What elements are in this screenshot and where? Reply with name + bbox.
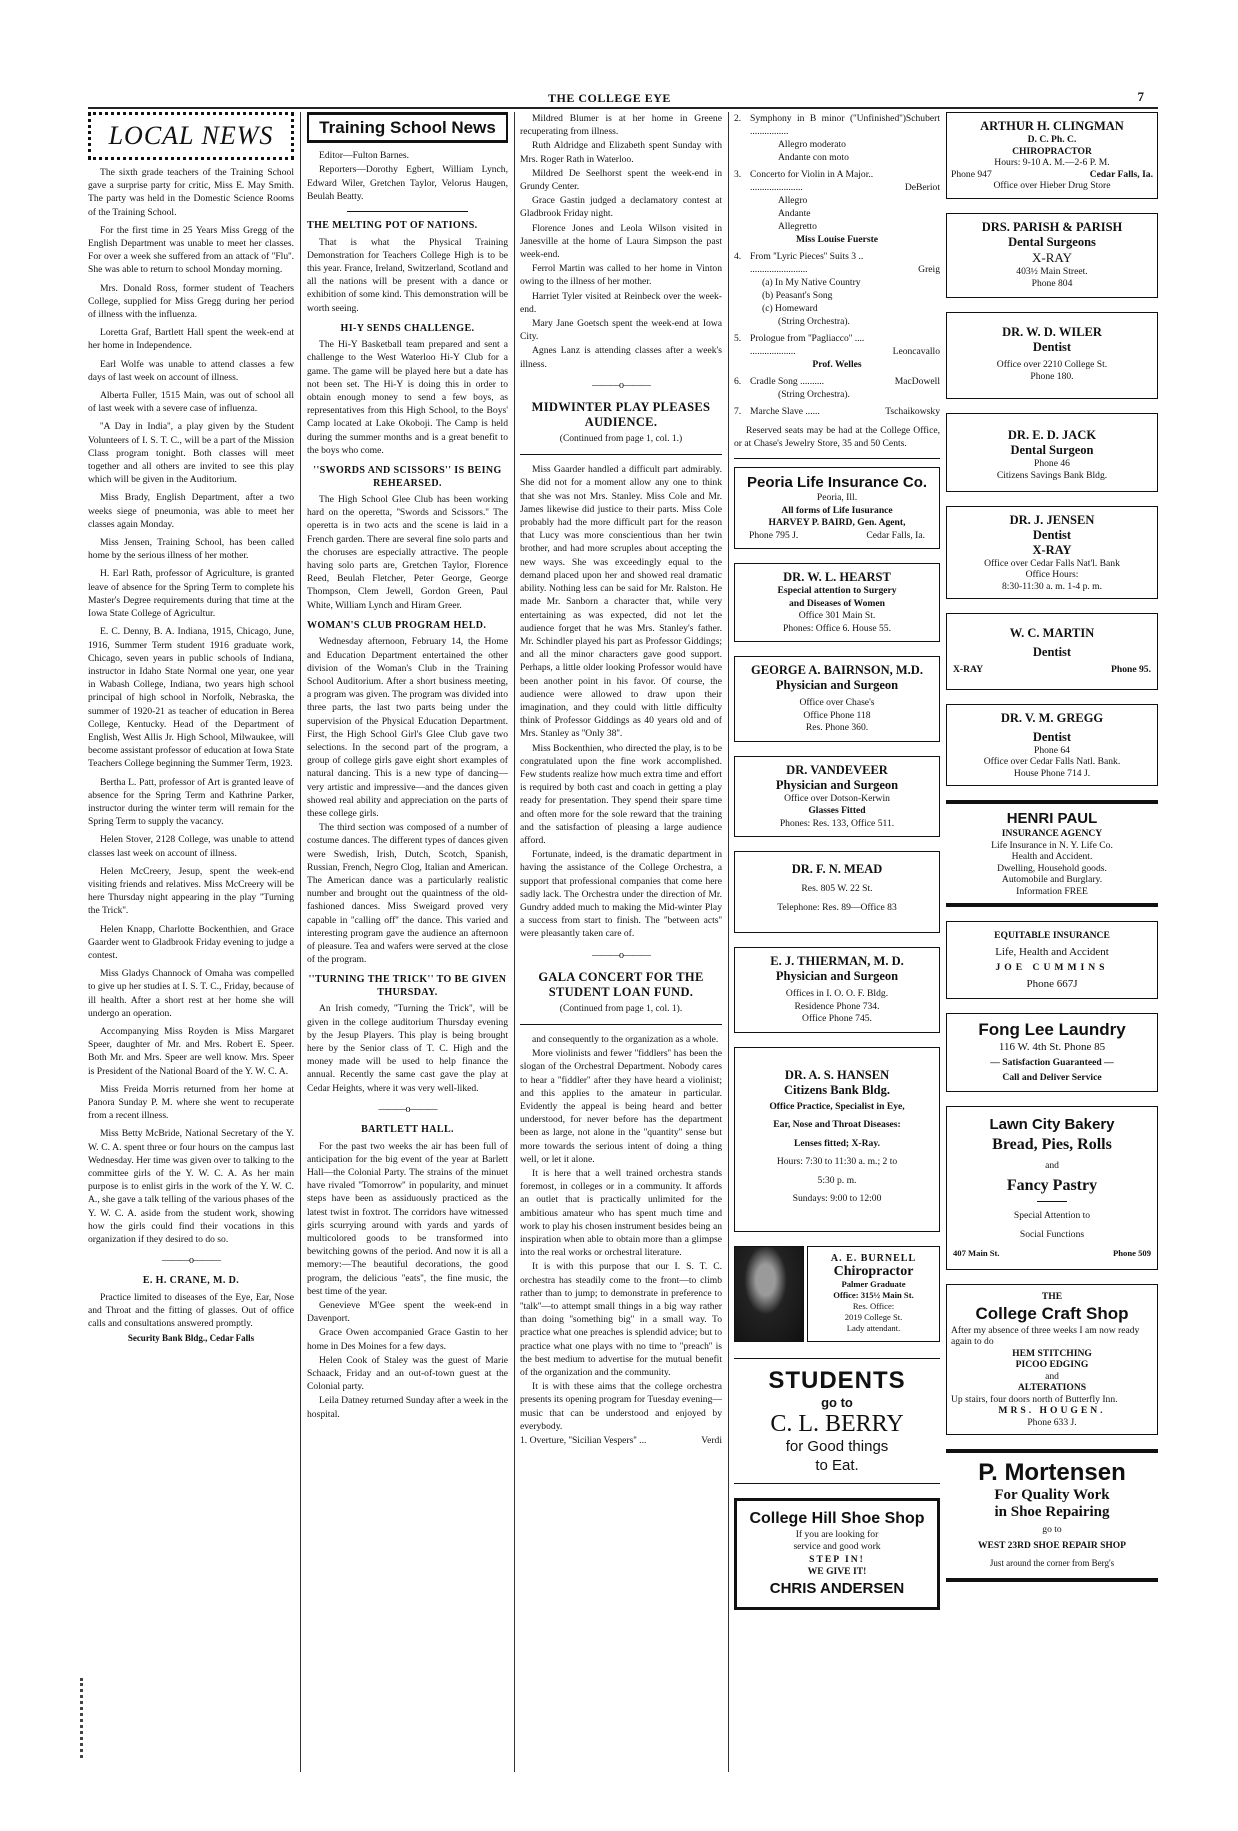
ad-dr-hearst: DR. W. L. HEARST Especial attention to Surgery and Diseases of Women Office 301 Main St. Phones: Office 6. House 55. bbox=[734, 563, 940, 642]
program-item: 3. Concerto for Violin in A Major.. ...................... DeBeriot Allegro Andante Allegretto Miss Louise Fuerste bbox=[734, 169, 940, 245]
program-movement: Allegretto bbox=[778, 221, 817, 232]
news-item: Helen Stover, 2128 College, was unable to attend classes last week on account of illness. bbox=[88, 834, 294, 859]
reporters-line: Reporters—Dorothy Egbert, William Lynch, Edward Wiler, Gretchen Taylor, Velorus Haugen, Beulah Beatty. bbox=[307, 164, 508, 202]
ad-burnell: A. E. BURNELL Chiropractor Palmer Graduate Office: 315½ Main St. Res. Office: 2019 College St. Lady attendant. bbox=[734, 1246, 940, 1342]
ad-dr-vandeveer: DR. VANDEVEER Physician and Surgeon Office over Dotson-Kerwin Glasses Fitted Phones: Res. 133, Office 511. bbox=[734, 756, 940, 838]
personal-item: Harriet Tyler visited at Reinbeck over the week-end. bbox=[520, 290, 722, 315]
news-item: Miss Betty McBride, National Secretary of the Y. W. C. A. spent three or four hours on the campus last Wednesday. Her time was given over to talking to the committee girls of the Y. W. C. A. As her main purpose is to enlist girls in the work of the Y. W. C. A., she gave a talk telling of the various phases of the Y. W. C. A. aside from the student work, showing how the girls could find their vocations in this organization if they desired to do so. bbox=[88, 1128, 294, 1246]
divider bbox=[347, 211, 468, 212]
program-item: 2. Symphony in B minor (''Unfinished'') ................ Schubert Allegro moderato Andante con moto bbox=[734, 113, 940, 163]
gala-continued: (Continued from page 1, col. 1). bbox=[559, 1003, 683, 1014]
ad-henri-paul: HENRI PAUL INSURANCE AGENCY Life Insurance in N. Y. Life Co. Health and Accident. Dwelling, Household goods. Automobile and Burglary. Information FREE bbox=[946, 800, 1158, 907]
personal-item: Mildred Blumer is at her home in Greene recuperating from illness. bbox=[520, 113, 722, 138]
news-item: ''A Day in India'', a play given by the Student Volunteers of I. S. T. C., will be a part of the Mission Class program tonight. Both classes will meet together and all others are invited to see this play which will be given in the Auditorium. bbox=[88, 421, 294, 486]
personal-item: Agnes Lanz is attending classes after a week's illness. bbox=[520, 345, 722, 370]
ad-lawn-city-bakery: Lawn City Bakery Bread, Pies, Rolls and Fancy Pastry Special Attention to Social Functions 407 Main St. Phone 509 bbox=[946, 1106, 1158, 1270]
concert-program bbox=[734, 112, 940, 418]
ad-p-mortensen: P. Mortensen For Quality Work in Shoe Repairing go to WEST 23RD SHOE REPAIR SHOP Just around the corner from Berg's bbox=[946, 1449, 1158, 1582]
ornament-divider: ———o——— bbox=[592, 949, 650, 961]
article-headline: WOMAN'S CLUB PROGRAM HELD. bbox=[307, 619, 487, 631]
column-local-news bbox=[88, 112, 294, 1345]
portrait-photo bbox=[734, 1246, 804, 1342]
training-school-banner: Training School News bbox=[307, 112, 508, 143]
gala-headline: GALA CONCERT FOR THE STUDENT LOAN FUND. bbox=[538, 969, 704, 999]
column-training-school bbox=[300, 112, 508, 1772]
program-part: (b) Peasant's Song bbox=[762, 290, 833, 301]
ad-dr-mead: DR. F. N. MEAD Res. 805 W. 22 St. Telephone: Res. 89—Office 83 bbox=[734, 851, 940, 933]
personals-list bbox=[520, 112, 722, 371]
personal-item: Ruth Aldridge and Elizabeth spent Sunday with Mrs. Roger Rath in Waterloo. bbox=[520, 140, 722, 165]
news-item: Helen Knapp, Charlotte Bockenthien, and Grace Gaarder went to Gladbrook Friday evening to judge a contest. bbox=[88, 923, 294, 961]
ornament-divider: ———o——— bbox=[162, 1255, 220, 1267]
ad-cl-berry: STUDENTS go to C. L. BERRY for Good things to Eat. bbox=[734, 1358, 940, 1484]
news-item: Accompanying Miss Royden is Miss Margaret Speer, daughter of Mr. and Mrs. Robert E. Speer. Both Mr. and Mrs. Speer are well know. Mrs. Speer is President of the National Board of the Y. W. C. A. bbox=[88, 1025, 294, 1077]
divider bbox=[520, 1024, 722, 1025]
ad-college-craft-shop: THE College Craft Shop After my absence of three weeks I am now ready again to do HEM STITCHING PICOO EDGING and ALTERATIONS Up stairs, four doors north of Butterfly Inn. MRS. HOUGEN. Phone 633 J. bbox=[946, 1284, 1158, 1435]
news-item: Alberta Fuller, 1515 Main, was out of school all of last week with a severe case of influenza. bbox=[88, 390, 294, 415]
news-item: The sixth grade teachers of the Training School gave a surprise party for critic, Miss E. May Smith. The party was held in the Domestic Science Rooms of the Training School. bbox=[88, 167, 294, 218]
personal-item: Mary Jane Goetsch spent the week-end at Iowa City. bbox=[520, 318, 722, 343]
ad-fong-lee-laundry: Fong Lee Laundry 116 W. 4th St. Phone 85 — Satisfaction Guaranteed — Call and Deliver Service bbox=[946, 1013, 1158, 1092]
personal-item: Ferrol Martin was called to her home in Vinton owing to the illness of her mother. bbox=[520, 263, 722, 288]
crane-ad-address: Security Bank Bldg., Cedar Falls bbox=[127, 1332, 255, 1343]
article-headline: ''TURNING THE TRICK'' TO BE GIVEN THURSDAY. bbox=[308, 974, 507, 998]
program-movement: Andante bbox=[778, 208, 811, 219]
article-paragraph: That is what the Physical Training Demonstration for Teachers College High is to be this year. France, Ireland, Switzerland, Scotland and all the nations will be present with a dance or exhibition of some kind. This demonstration will be worth seeing. bbox=[307, 236, 508, 314]
ad-equitable-insurance: EQUITABLE INSURANCE Life, Health and Accident JOE CUMMINS Phone 667J bbox=[946, 921, 1158, 999]
program-item: 5. Prologue from ''Pagliacco'' .... ................... Leoncavallo Prof. Welles bbox=[734, 333, 940, 370]
program-note: (String Orchestra). bbox=[778, 316, 850, 327]
article-paragraph: An Irish comedy, ''Turning the Trick'', will be given in the college auditorium Thursday evening by the Jesup Players. This play is being brought here by the Senior class of T. C. High and the money made will be used to help finance the annual. Recently the same cast gave the play at Cedar Heights, where it was very well-liked. bbox=[307, 1003, 508, 1094]
ad-dr-gregg: DR. V. M. GREGG Dentist Phone 64 Office over Cedar Falls Natl. Bank. House Phone 714 J. bbox=[946, 704, 1158, 787]
article-paragraph: Fortunate, indeed, is the dramatic department in having the assistance of the College Orchestra, a support that professional companies that come here sadly lack. The Orchestra under the direction of Mr. Gundry added much to making the Mid-winter Play a success from start to finish. The ''between acts'' were pleasantly taken care of. bbox=[520, 849, 722, 940]
article-paragraph: Grace Owen accompanied Grace Gastin to her home in Des Moines for a few days. bbox=[307, 1327, 508, 1352]
divider bbox=[734, 458, 940, 459]
crane-ad-text: Practice limited to diseases of the Eye, Ear, Nose and Throat and the fitting of glasses. Out of office calls and consultations answered promptly. bbox=[88, 1291, 294, 1330]
personal-item: Grace Gastin judged a declamatory contest at Gladbrook Friday night. bbox=[520, 195, 722, 220]
ad-dr-bairnson: GEORGE A. BAIRNSON, M.D. Physician and Surgeon Office over Chase's Office Phone 118 Res. Phone 360. bbox=[734, 656, 940, 742]
ad-dr-thierman: E. J. THIERMAN, M. D. Physician and Surgeon Offices in I. O. O. F. Bldg. Residence Phone 734. Office Phone 745. bbox=[734, 947, 940, 1033]
news-item: Miss Brady, English Department, after a two weeks siege of pneumonia, was able to meet her classes again Monday. bbox=[88, 492, 294, 530]
ad-dr-wiler: DR. W. D. WILER Dentist Office over 2210 College St. Phone 180. bbox=[946, 312, 1158, 399]
program-movement: Allegro moderato bbox=[778, 139, 846, 150]
article-headline: HI-Y SENDS CHALLENGE. bbox=[340, 322, 475, 334]
crane-ad-side-border bbox=[80, 1678, 86, 1758]
article-paragraph: For the past two weeks the air has been full of anticipation for the big event of the year at Barlett Hall—the Colonial Party. The strains of the minuet have rivaled ''Tomorrow'' in popularity, and minuet steps have been as assiduously practiced as the latest twist in foxtrot. The corridors have witnessed girls scurrying around with yards and yards of multicolored goods to be transformed into bewitching gowns of the period. And now it is all a memory:—The beautiful decorations, the good program, the delicious ''eats'', the fine music, the best time of the year. bbox=[307, 1140, 508, 1297]
ad-college-hill-shoe-shop: College Hill Shoe Shop If you are looking for service and good work STEP IN! WE GIVE IT! CHRIS ANDERSEN bbox=[734, 1498, 940, 1610]
program-note: (String Orchestra). bbox=[778, 389, 850, 400]
news-item: For the first time in 25 Years Miss Gregg of the English Department was unable to meet her classes. For over a week she suffered from an attack of ''Flu''. She was able to return to school Monday morning. bbox=[88, 224, 294, 276]
news-item: Helen McCreery, Jesup, spent the week-end visiting friends and relatives. Miss McCreery will be here Thursday night appearing in the play ''Turning the Trick''. bbox=[88, 865, 294, 917]
news-item: Mrs. Donald Ross, former student of Teachers College, supplied for Miss Gregg during her period of illness with the influenza. bbox=[88, 282, 294, 321]
news-item: Miss Jensen, Training School, has been called home by the serious illness of her mother. bbox=[88, 537, 294, 562]
local-news-items bbox=[88, 166, 294, 1246]
article-paragraph: It is here that a well trained orchestra stands foremost, in colleges or in a community. It affords an outlet that is practically unlimited for the ambitious amateur who has spent much time and work to play his chosen instrument besides being an inspiration when able to obtain more than a glimpse into the real works or orchestral literature. bbox=[520, 1168, 722, 1259]
program-item: 6. Cradle Song .......... MacDowell (String Orchestra). bbox=[734, 376, 940, 400]
news-item: Miss Gladys Channock of Omaha was compelled to give up her studies at I. S. T. C., Friday, because of ill health. After a short rest at her home she will undergo an operation. bbox=[88, 968, 294, 1019]
column-program-ads bbox=[728, 112, 940, 1772]
article-paragraph: The High School Glee Club has been working hard on the operetta, ''Swords and Scissors.'' The operetta is in two acts and the scene is laid in a French garden. There are several fine solo parts and the choruses are especially attractive. The people having solo parts are, Gretchen Taylor, Florence Reed, Beulah Fletcher, Peter George, George Thompson, Clem Jewell, Gordon Green, Paul White, William Lynch and Hiram Greer. bbox=[307, 494, 508, 611]
article-headline: THE MELTING POT OF NATIONS. bbox=[307, 220, 478, 232]
page-number: 7 bbox=[1137, 89, 1144, 104]
program-item: 4. From ''Lyric Pieces'' Suits 3 .. ........................ Greig (a) In My Native Country (b) Peasant's Song (c) Homeward (String Orchestra). bbox=[734, 251, 940, 327]
news-item: Miss Freida Morris returned from her home at Panora Sunday P. M. where she went to recuperate from a recent illness. bbox=[88, 1083, 294, 1122]
ornament-divider: ———o——— bbox=[378, 1103, 437, 1115]
ad-dr-hansen: DR. A. S. HANSEN Citizens Bank Bldg. Office Practice, Specialist in Eye, Ear, Nose and Throat Diseases: Lenses fitted; X-Ray. Hours: 7:30 to 11:30 a. m.; 2 to 5:30 p. m. Sundays: 9:00 to 12:00 bbox=[734, 1047, 940, 1232]
program-part: (a) In My Native Country bbox=[762, 277, 861, 288]
article-paragraph: The third section was composed of a number of costume dances. The different types of dances given were Swedish, Irish, Dutch, Scotch, Spanish, Russian, French, Negro Clog, Italian and American. The American dance was a particularly realistic number and brought out the quaintness of the old-fashioned dances. Miss Sweigard proved very capable in ''calling off'' the dance. This varied and interesting program gave the audience an afternoon of pleasure. Tea and wafers were served at the close of the program. bbox=[307, 822, 508, 966]
article-paragraph: Miss Gaarder handled a difficult part admirably. She did not for a moment allow any one to think that she was not Mrs. Stanley. Miss Cole and Mr. James likewise did justice to their parts. Miss Cole probably had the more difficult part for the reason that Lucy was more conscientious than her twin brother, and had more scruples about accepting the new ways. She was exceedingly equal to the demand placed upon her and showed real dramatic ability. Nothing less can be said for Mr. Ralston. He made Mr. Sanborn a character that, while very entertaining as was expected, did not let the audience forget that he was Mrs. Stanley's father. Mr. Schindler played his part as Professor Giddings; and all the minor characters gave good support. Perhaps, a little older looking Professor would have been another point in his favor. Of course, the audience were allowed to draw upon their imagination, and they could with little difficulty think of Professor Giddings as 40 years old and of Mrs. Stanley as ''Only 38''. bbox=[520, 464, 722, 740]
editor-line: Editor—Fulton Barnes. bbox=[319, 150, 410, 162]
article-paragraph: Leila Datney returned Sunday after a week in the hospital. bbox=[307, 1395, 508, 1420]
newspaper-title: THE COLLEGE EYE bbox=[548, 91, 671, 105]
article-paragraph: Genevieve M'Gee spent the week-end in Davenport. bbox=[307, 1300, 508, 1325]
program-item: 7. Marche Slave ...... Tschaikowsky bbox=[734, 406, 940, 417]
article-paragraph: It is with these aims that the college orchestra presents its opening program for Tuesday evening—music that can be understood and enjoyed by everybody. bbox=[520, 1381, 722, 1432]
news-item: E. C. Denny, B. A. Indiana, 1915, Chicago, June, 1916, Summer Term student 1916 graduate work, Chicago, seven years in public schools of Indiana, instructor in Idaho State Normal one year, one year in Wabash College, Indiana, two years high school principal of high school in Norfolk, Nebraska, the summer of 1920-21 as teacher of education in Berea College, Kentucky. Head of the Department of English, West Allis Jr. High School, Milwaukee, will become assistant professor of education at Iowa State Teachers College beginning the Summer Term, 1923. bbox=[88, 626, 294, 770]
program-movement: Allegro bbox=[778, 195, 808, 206]
ad-wc-martin: W. C. MARTIN Dentist X-RAY Phone 95. bbox=[946, 613, 1158, 690]
program-part: (c) Homeward bbox=[762, 303, 818, 314]
reserved-seats-note: Reserved seats may be had at the College Office, or at Chase's Jewelry Store, 35 and 50 Cents. bbox=[734, 425, 940, 450]
program-movement: Andante con moto bbox=[778, 152, 849, 163]
ad-dr-jensen: DR. J. JENSEN Dentist X-RAY Office over Cedar Falls Nat'l. Bank Office Hours: 8:30-11:30 a. m. 1-4 p. m. bbox=[946, 506, 1158, 600]
crane-ad-name: E. H. CRANE, M. D. bbox=[142, 1275, 240, 1287]
article-paragraph: It is with this purpose that our I. S. T. C. orchestra has steadily come to the front—to climb rather than to jump; to demonstrate in preference to ''talk''—to attempt small things in a big way rather than doing ''something big'' in a small way. To practice what one preaches is splendid advice; but to practice what one plays with no time to ''preach'' is the best medium to advertise for the mutual benefit of the organization and the community. bbox=[520, 1261, 722, 1379]
local-news-banner: LOCAL NEWS bbox=[88, 112, 294, 160]
article-paragraph: Wednesday afternoon, February 14, the Home and Education Department entertained the other division of the Woman's Club in the Training School Auditorium. After a short business meeting, a program was given. The program was divided into three parts, the last two parts being under the supervision of the Physical Education Department. First, the High School Girl's Glee Club gave two selections. In the second part of the program, a group of college girls gave eight short examples of natural dancing. This is a new type of dancing—very artistic and impressive—and the dances given showed real ability and appreciation on the parts of these college girls. bbox=[307, 636, 508, 820]
personal-item: Florence Jones and Leola Wilson visited in Janesville at the home of Laura Simpson the past week-end. bbox=[520, 222, 722, 261]
divider bbox=[520, 454, 722, 455]
column-ads bbox=[946, 112, 1158, 1596]
masthead bbox=[88, 87, 1158, 109]
midwinter-headline: MIDWINTER PLAY PLEASES AUDIENCE. bbox=[531, 400, 711, 430]
article-paragraph: Helen Cook of Staley was the guest of Marie Schaack, Friday and an out-of-town guest at the Colonial party. bbox=[307, 1354, 508, 1393]
article-paragraph: and consequently to the organization as a whole. bbox=[532, 1033, 719, 1045]
article-headline: ''SWORDS AND SCISSORS'' IS BEING REHEARSED. bbox=[313, 465, 502, 489]
news-item: Earl Wolfe was unable to attend classes a few days of last week on account of illness. bbox=[88, 358, 294, 383]
ad-peoria-life: Peoria Life Insurance Co. Peoria, Ill. All forms of Life Iusurance HARVEY P. BAIRD, Gen. Agent, Phone 795 J. Cedar Falls, Ia. bbox=[734, 467, 940, 549]
ornament-divider: ———o——— bbox=[592, 379, 650, 391]
program-performer: Prof. Welles bbox=[812, 359, 862, 370]
gala-body bbox=[520, 1033, 722, 1433]
news-item: Loretta Graf, Bartlett Hall spent the week-end at her home in Independence. bbox=[88, 327, 294, 352]
midwinter-continued: (Continued from page 1, col. 1.) bbox=[559, 434, 683, 445]
article-paragraph: Miss Bockenthien, who directed the play, is to be congratulated upon the fine work accomplished. Few students realize how much extra time and effort is required by both cast and coach in getting a play ready for presentation. They spend their spare time and often more for the sole reward that the training and the satisfaction of pleasing a large audience afford. bbox=[520, 742, 722, 846]
program-performer: Miss Louise Fuerste bbox=[795, 234, 879, 245]
article-paragraph: More violinists and fewer ''fiddlers'' has been the slogan of the Orchestral Department. Nobody cares to hear a ''fiddler'' after they have heard a violinist; and this applies to the amateur in particular. Evidently the appeal is being heard and better understood, for never before has the department been as large, not alone in the ''quantity'' sense but more towards the serious intent of doing a thing well, or let it alone. bbox=[520, 1048, 722, 1165]
column-personals-play bbox=[514, 112, 722, 1772]
article-headline: BARTLETT HALL. bbox=[361, 1124, 454, 1136]
ad-clingman: ARTHUR H. CLINGMAN D. C. Ph. C. CHIROPRACTOR Hours: 9-10 A. M.—2-6 P. M. Phone 947 Cedar Falls, Ia. Office over Hieber Drug Store bbox=[946, 112, 1158, 199]
midwinter-body bbox=[520, 463, 722, 940]
training-articles bbox=[307, 220, 508, 1421]
news-item: Bertha L. Patt, professor of Art is granted leave of absence for the Spring Term and Kathrine Parker, instructor during the winter term will remain for the Spring Term to supply the vacancy. bbox=[88, 776, 294, 828]
ad-dr-jack: DR. E. D. JACK Dental Surgeon Phone 46 Citizens Savings Bank Bldg. bbox=[946, 413, 1158, 492]
article-paragraph: The Hi-Y Basketball team prepared and sent a challenge to the West Waterloo Hi-Y Club for a game. The game will be played here but a date has not been set. The Hi-Y is doing this in order to obtain enough money to send a few boys, as representatives from this High School, to the Boys' Camp located at Lake Okoboji. The Camp is held during the summer months and is a great benefit to the boys who come. bbox=[307, 339, 508, 456]
personal-item: Mildred De Seelhorst spent the week-end in Grundy Center. bbox=[520, 167, 722, 193]
ad-parish: DRS. PARISH & PARISH Dental Surgeons X-RAY 403½ Main Street. Phone 804 bbox=[946, 213, 1158, 298]
news-item: H. Earl Rath, professor of Agriculture, is granted leave of absence for the Spring Term to complete his Master's Degree requirements during that time at the Iowa State College of Agricultur. bbox=[88, 568, 294, 620]
program-item-1: 1. Overture, ''Sicilian Vespers'' ... Verdi bbox=[520, 1435, 722, 1447]
